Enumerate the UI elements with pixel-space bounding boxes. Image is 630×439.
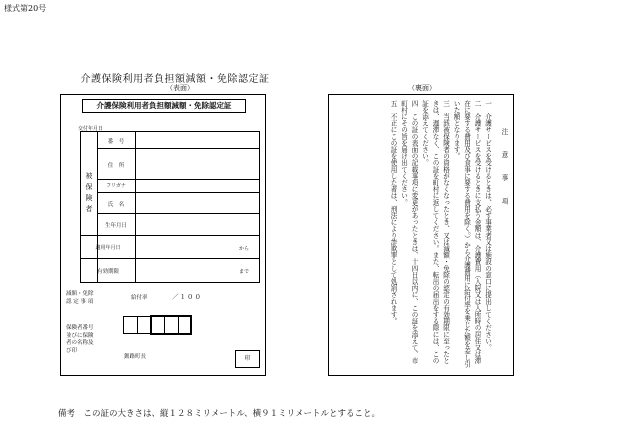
insurer-label-line: 保険者番号 <box>66 325 94 331</box>
benefit-rate-label: 給付率 <box>131 295 148 301</box>
table-divider <box>97 179 259 180</box>
notes-title: 注 意 事 項 <box>500 128 508 210</box>
reduction-approval-label <box>66 290 94 306</box>
table-divider <box>97 192 259 193</box>
insurer-label-line: 並びに保険 <box>66 332 94 339</box>
reduction-label-line: 認 定 事 項 <box>66 299 94 305</box>
form-number: 様式第20号 <box>4 4 47 13</box>
front-card-title: 介護保険利用者負担額減額・免除認定証 <box>82 99 246 113</box>
insured-info-table <box>80 131 260 283</box>
until-label: まで <box>239 269 250 275</box>
box-divider <box>137 317 138 333</box>
expiry-label: 有効期限 <box>96 269 119 275</box>
table-divider <box>97 148 259 149</box>
table-divider <box>135 132 136 282</box>
front-side-label: （表面） <box>166 84 194 92</box>
issue-date-label: 交付年月日 <box>78 126 104 132</box>
note-item: 五 不正にこの証を使用した者は、刑法により詐欺罪として処罰されます。 <box>389 100 397 325</box>
from-label: から <box>239 246 250 252</box>
insured-label: 被保険者 <box>85 172 93 216</box>
applicable-date-label: 適用年月日 <box>95 245 121 251</box>
note-item: 三 当該被保険者の資格がなくなったとき、又は減額・免除の認定の有効期限に至ったときは、遅滞なく、この証を町村に返してください。また、転出の届出をする際には、この証を添えてください。 <box>420 100 450 364</box>
notes-block <box>335 100 509 368</box>
table-divider <box>97 213 259 214</box>
birthdate-label: 生年月日 <box>104 223 127 229</box>
note-item: 一 介護サービスを受けるときは、必ず事業者又は施設の窓口に提出してください。 <box>483 100 492 351</box>
mayor-name: 釧路町長 <box>124 354 147 360</box>
note-item: 四 この証の表面の記載事項に変更があったときは、十四日以内に、この証を添えて、市町村にその旨を届け出てください。 <box>399 100 418 364</box>
seal-box: 印 <box>235 350 260 368</box>
insurer-label-line: び印 <box>66 347 78 354</box>
furigana-label: フリガナ <box>106 183 126 189</box>
number-label: 番 号 <box>107 139 125 145</box>
name-label: 氏 名 <box>107 202 125 208</box>
address-label: 住 所 <box>107 163 125 169</box>
insurer-label-line: 者の名称及 <box>66 340 94 346</box>
note-item: 二 介護サービスを受けるときに支払う金額は、介護費用（入院又は入所時の居住又は滞在に要する費用及び食事に要する費用を除く。）から介護費用に給付率を乗じた額を差し引いた額となります。 <box>452 100 481 368</box>
footnote: 備考 この証の大きさは、縦１２８ミリメートル、横９１ミリメートルとすること。 <box>58 409 380 419</box>
insurer-label <box>66 325 94 355</box>
insurer-number-highlight <box>150 315 192 335</box>
reduction-label-line: 減額・免除 <box>66 291 94 297</box>
page-title: 介護保険利用者負担額減額・免除認定証 <box>80 74 270 85</box>
table-divider <box>81 235 259 236</box>
table-divider <box>81 258 259 259</box>
benefit-rate-value: ／１００ <box>172 293 202 301</box>
back-side-label: （裏面） <box>408 84 436 92</box>
